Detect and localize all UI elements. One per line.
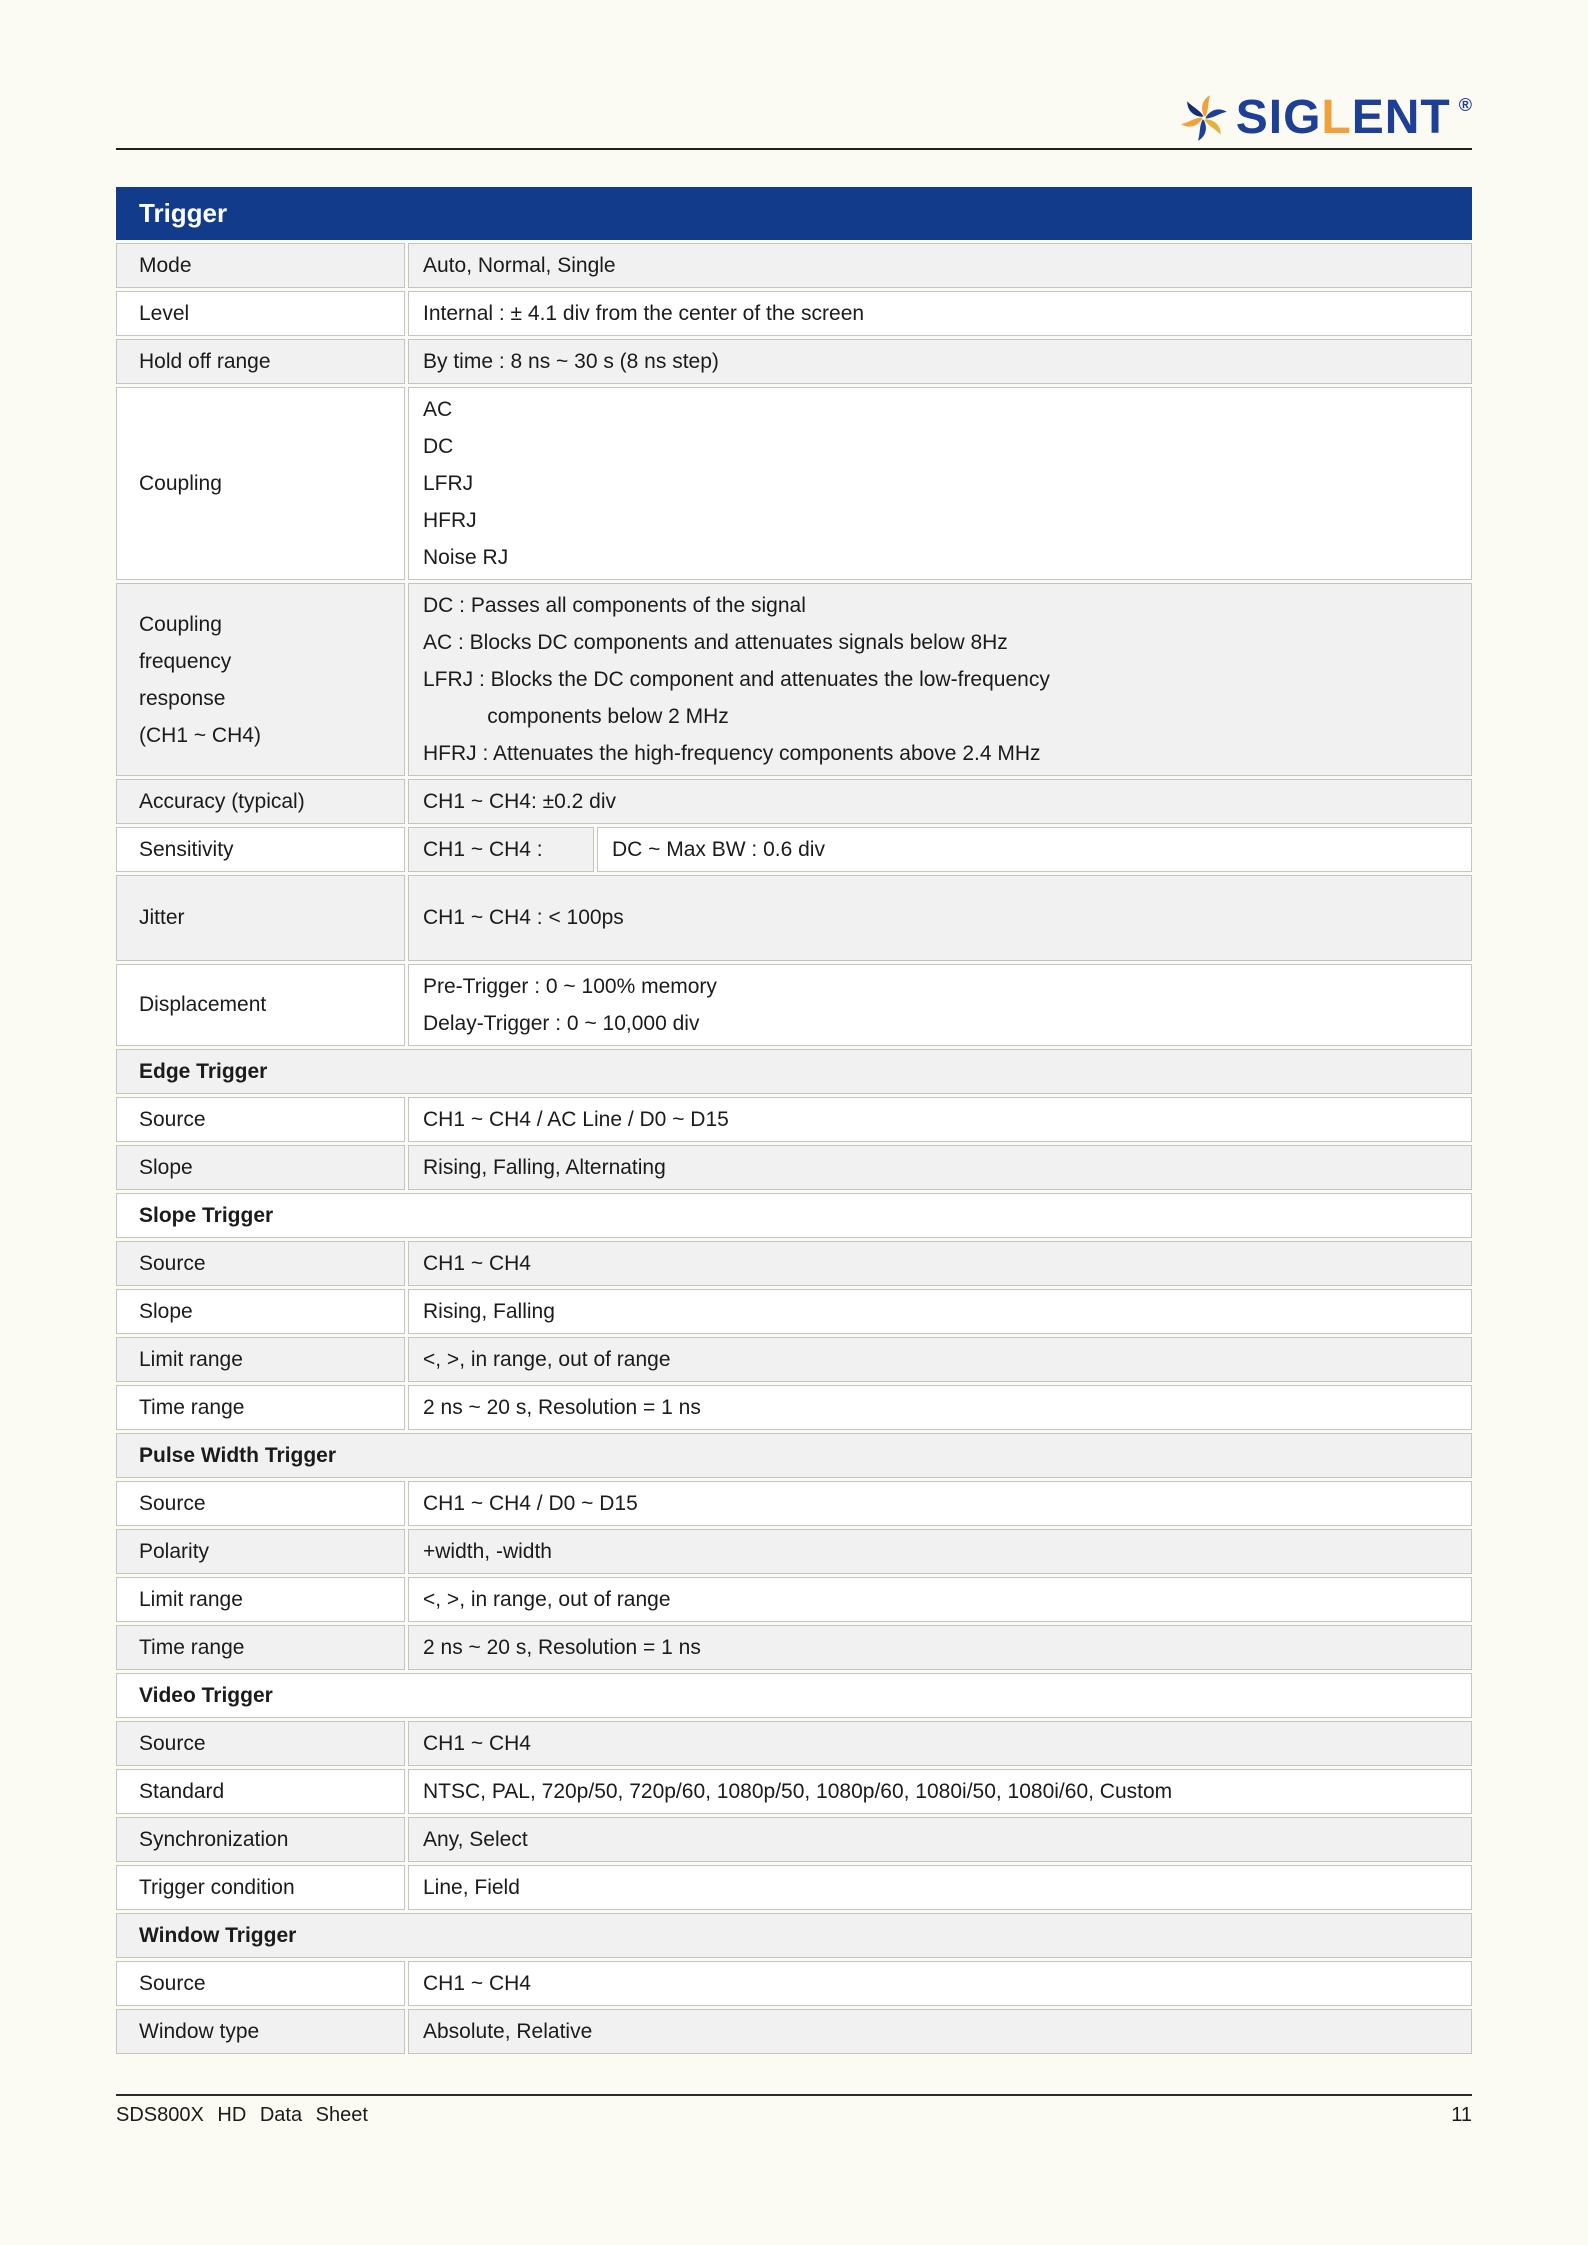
spec-row [116, 243, 1472, 288]
spec-row [116, 1145, 1472, 1190]
page-content [116, 0, 1472, 2054]
spec-row [116, 1481, 1472, 1526]
spec-value: CH1 ~ CH4 / D0 ~ D15 [408, 1481, 1472, 1526]
spec-row [116, 964, 1472, 1046]
spec-label: Source [116, 1481, 405, 1526]
section-header-row [116, 1433, 1472, 1478]
spec-label: Source [116, 1721, 405, 1766]
spec-label: Jitter [116, 875, 405, 961]
spec-value: +width, -width [408, 1529, 1472, 1574]
section-header-row [116, 1913, 1472, 1958]
logo-text-pre: SIG [1235, 91, 1322, 144]
label-line: response [139, 686, 226, 710]
spec-label: Window type [116, 2009, 405, 2054]
logo-wordmark [1235, 91, 1451, 144]
spec-value: Absolute, Relative [408, 2009, 1472, 2054]
spec-label: Coupling [116, 387, 405, 580]
spec-row [116, 339, 1472, 384]
spec-value: Internal : ± 4.1 div from the center of the screen [408, 291, 1472, 336]
spec-value [408, 583, 1472, 776]
value-line: Pre-Trigger : 0 ~ 100% memory [423, 975, 717, 998]
spec-value [408, 964, 1472, 1046]
spec-value: CH1 ~ CH4 : < 100ps [408, 875, 1472, 961]
spec-label: Source [116, 1097, 405, 1142]
spec-label: Time range [116, 1385, 405, 1430]
section-header-row [116, 1049, 1472, 1094]
spec-value: <, >, in range, out of range [408, 1337, 1472, 1382]
footer-page-number: 11 [1451, 2104, 1472, 2126]
pinwheel-logo-icon [1180, 94, 1228, 142]
spec-row [116, 1769, 1472, 1814]
value-line: LFRJ : Blocks the DC component and attenuates the low-frequency [423, 668, 1050, 691]
value-line: Noise RJ [423, 546, 509, 569]
spec-row [116, 387, 1472, 580]
table-title: Trigger [139, 198, 228, 228]
value-line: Delay-Trigger : 0 ~ 10,000 div [423, 1012, 700, 1035]
spec-row [116, 291, 1472, 336]
spec-row [116, 1289, 1472, 1334]
spec-label: Limit range [116, 1577, 405, 1622]
footer-document-title: SDS800X HD Data Sheet [116, 2104, 368, 2126]
spec-label: Slope [116, 1145, 405, 1190]
section-title: Edge Trigger [116, 1049, 1472, 1094]
spec-row [116, 1625, 1472, 1670]
spec-label: Mode [116, 243, 405, 288]
spec-row [116, 1721, 1472, 1766]
spec-label: Standard [116, 1769, 405, 1814]
spec-label: Source [116, 1961, 405, 2006]
spec-value-right: DC ~ Max BW : 0.6 div [597, 827, 1472, 872]
spec-label: Time range [116, 1625, 405, 1670]
spec-row [116, 1337, 1472, 1382]
spec-label: Accuracy (typical) [116, 779, 405, 824]
spec-row [116, 779, 1472, 824]
spec-value: CH1 ~ CH4 / AC Line / D0 ~ D15 [408, 1097, 1472, 1142]
logo-text-post: ENT [1351, 91, 1451, 144]
siglent-logo [1180, 91, 1472, 144]
value-line: AC [423, 398, 453, 421]
spec-value: Rising, Falling, Alternating [408, 1145, 1472, 1190]
section-title: Pulse Width Trigger [116, 1433, 1472, 1478]
spec-label: Source [116, 1241, 405, 1286]
spec-value: CH1 ~ CH4 [408, 1721, 1472, 1766]
spec-value [408, 387, 1472, 580]
spec-value: Rising, Falling [408, 1289, 1472, 1334]
spec-value: Any, Select [408, 1817, 1472, 1862]
spec-row [116, 1241, 1472, 1286]
spec-label: Slope [116, 1289, 405, 1334]
section-title: Video Trigger [116, 1673, 1472, 1718]
logo-text-l: L [1321, 91, 1352, 144]
section-header-row [116, 1673, 1472, 1718]
section-title: Slope Trigger [116, 1193, 1472, 1238]
spec-value: CH1 ~ CH4 [408, 1241, 1472, 1286]
spec-row [116, 1865, 1472, 1910]
spec-value: CH1 ~ CH4 [408, 1961, 1472, 2006]
spec-row [116, 2009, 1472, 2054]
page-footer [116, 2094, 1472, 2127]
spec-value: NTSC, PAL, 720p/50, 720p/60, 1080p/50, 1080p/60, 1080i/50, 1080i/60, Custom [408, 1769, 1472, 1814]
section-title: Window Trigger [116, 1913, 1472, 1958]
registered-trademark-icon: ® [1458, 95, 1472, 115]
spec-value: Auto, Normal, Single [408, 243, 1472, 288]
spec-row [116, 1529, 1472, 1574]
section-header-row [116, 1193, 1472, 1238]
spec-value: CH1 ~ CH4: ±0.2 div [408, 779, 1472, 824]
spec-label: Hold off range [116, 339, 405, 384]
spec-label: Limit range [116, 1337, 405, 1382]
label-line: (CH1 ~ CH4) [139, 723, 261, 747]
value-line: DC : Passes all components of the signal [423, 594, 806, 617]
spec-row [116, 1385, 1472, 1430]
spec-label: Displacement [116, 964, 405, 1046]
value-line: AC : Blocks DC components and attenuates signals below 8Hz [423, 631, 1008, 654]
spec-row [116, 1097, 1472, 1142]
spec-value: Line, Field [408, 1865, 1472, 1910]
spec-value: 2 ns ~ 20 s, Resolution = 1 ns [408, 1625, 1472, 1670]
spec-label: Synchronization [116, 1817, 405, 1862]
value-line: components below 2 MHz [423, 705, 729, 728]
spec-label: Sensitivity [116, 827, 405, 872]
spec-row [116, 1961, 1472, 2006]
spec-label: Trigger condition [116, 1865, 405, 1910]
table-title-bar [116, 187, 1472, 240]
value-line: LFRJ [423, 472, 474, 495]
spec-label: Level [116, 291, 405, 336]
label-line: frequency [139, 649, 232, 673]
spec-row [116, 1817, 1472, 1862]
spec-value: 2 ns ~ 20 s, Resolution = 1 ns [408, 1385, 1472, 1430]
spec-value: <, >, in range, out of range [408, 1577, 1472, 1622]
spec-row [116, 583, 1472, 776]
spec-label: Polarity [116, 1529, 405, 1574]
spec-table-rows [116, 243, 1472, 2054]
spec-row [116, 827, 1472, 872]
masthead [116, 0, 1472, 150]
label-line: Coupling [139, 612, 222, 636]
spec-value: By time : 8 ns ~ 30 s (8 ns step) [408, 339, 1472, 384]
spec-label [116, 583, 405, 776]
spec-value-left: CH1 ~ CH4 : [408, 827, 594, 872]
spec-row [116, 1577, 1472, 1622]
spec-row [116, 875, 1472, 961]
value-line: HFRJ [423, 509, 477, 532]
value-line: HFRJ : Attenuates the high-frequency components above 2.4 MHz [423, 742, 1041, 765]
value-line: DC [423, 435, 454, 458]
